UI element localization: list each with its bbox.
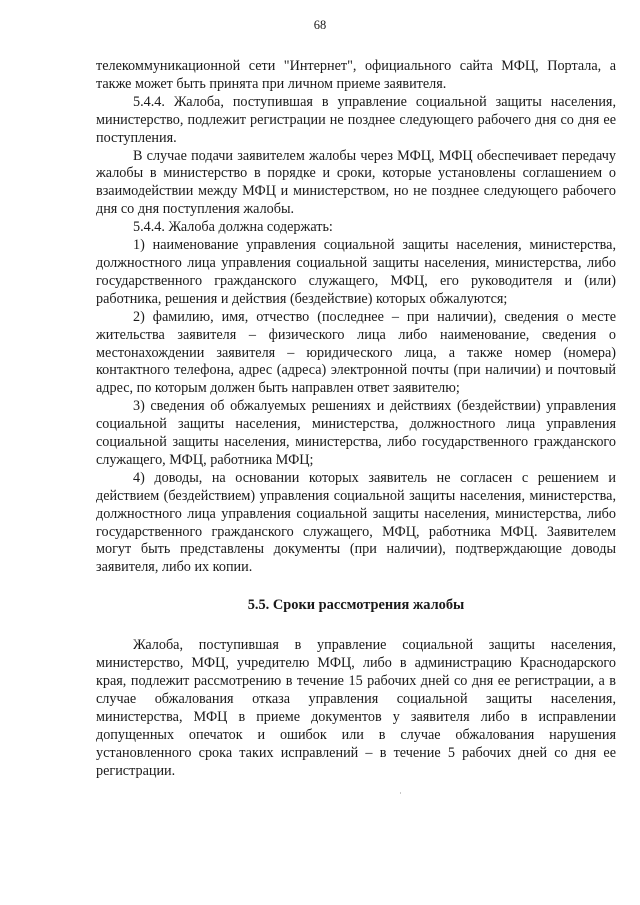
paragraph-5-4-4-registration: 5.4.4. Жалоба, поступившая в управление социальной защиты населения, министерство, подлежит регистрации не позднее следующего рабочего дня со дня ее поступления. bbox=[96, 93, 616, 146]
document-body bbox=[96, 58, 616, 780]
list-item-4: 4) доводы, на основании которых заявитель не согласен с решением и действием (бездействием) управления социальной защиты населения, министерства, должностного лица управления социальной защиты населения, министерства, либо государственного гражданского служащего, МФЦ, работника МФЦ. Заявителем могут быть представлены документы (при наличии), подтверждающие доводы заявителя, либо их копии. bbox=[96, 469, 616, 576]
paragraph-continuation: телекоммуникационной сети "Интернет", официального сайта МФЦ, Портала, а также может быть принята при личном приеме заявителя. bbox=[96, 58, 616, 92]
scan-speck bbox=[400, 792, 401, 794]
list-item-2: 2) фамилию, имя, отчество (последнее – при наличии), сведения о месте жительства заявителя – физического лица либо наименование, сведения о местонахождении заявителя – юридического лица, а также номер (номера) контактного телефона, адрес (адреса) электронной почты (при наличии) и почтовый адрес, по которым должен быть направлен ответ заявителю; bbox=[96, 308, 616, 397]
paragraph-review-terms: Жалоба, поступившая в управление социальной защиты населения, министерство, МФЦ, учредителю МФЦ, либо в администрацию Краснодарского края, подлежит рассмотрению в течение 15 рабочих дней со дня ее регистрации, а в случае обжалования отказа управления социальной защиты населения, министерства, МФЦ в приеме документов у заявителя либо в исправлении допущенных опечаток и ошибок или в случае обжалования нарушения установленного срока таких исправлений – в течение 5 рабочих дней со дня ее регистрации. bbox=[96, 637, 616, 779]
paragraph-mfc-transfer: В случае подачи заявителем жалобы через МФЦ, МФЦ обеспечивает передачу жалобы в министерство в порядке и сроки, которые установлены соглашением о взаимодействии между МФЦ и министерством, но не позднее следующего рабочего дня со дня поступления жалобы. bbox=[96, 147, 616, 218]
list-item-1: 1) наименование управления социальной защиты населения, министерства, должностного лица управления социальной защиты населения, министерства, либо государственного гражданского служащего, МФЦ, его руководителя и (или) работника, решения и действия (бездействие) которых обжалуются; bbox=[96, 237, 616, 307]
page-number: 68 bbox=[313, 18, 327, 32]
section-heading: 5.5. Сроки рассмотрения жалобы bbox=[247, 597, 465, 614]
paragraph-complaint-contents-intro: 5.4.4. Жалоба должна содержать: bbox=[133, 219, 333, 236]
list-item-3: 3) сведения об обжалуемых решениях и действиях (бездействии) управления социальной защиты населения, министерства, должностного лица управления социальной защиты населения, министерства, либо государственного гражданского служащего, МФЦ, работника МФЦ; bbox=[96, 398, 616, 468]
